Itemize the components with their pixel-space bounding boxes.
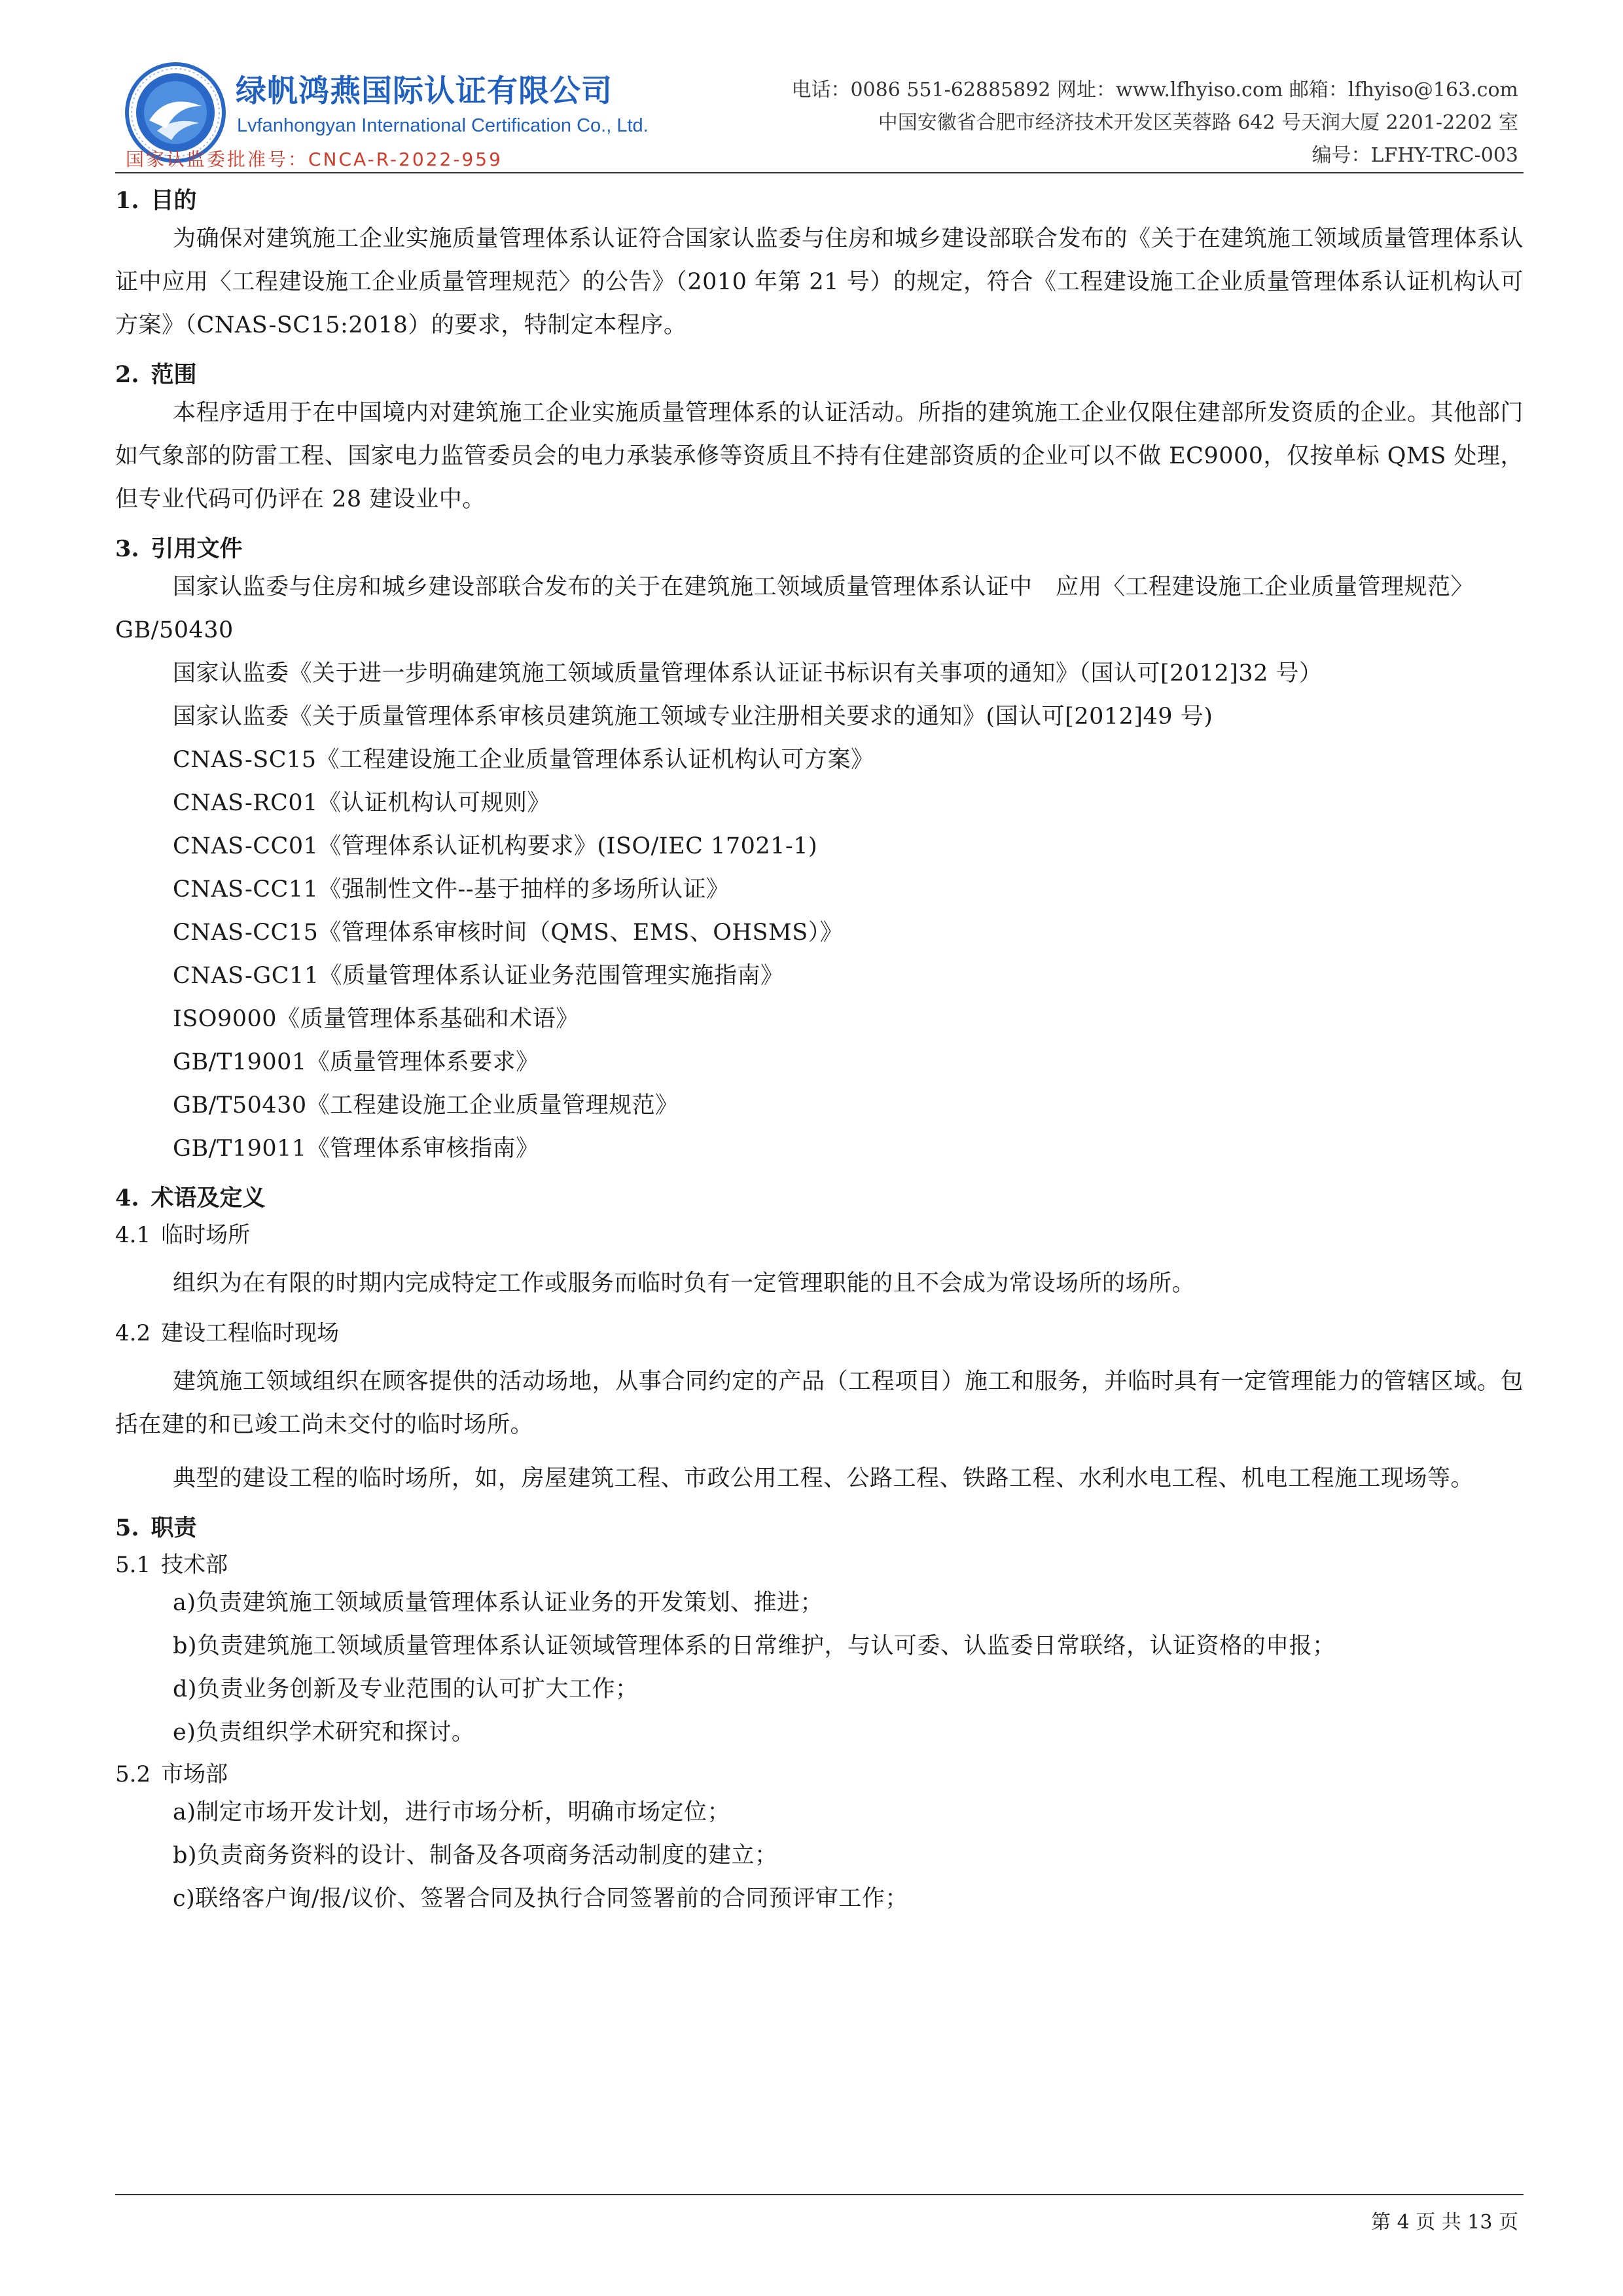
- section-heading: 5. 职责: [115, 1515, 197, 1541]
- section-heading: 3. 引用文件: [115, 535, 243, 562]
- footer-divider: [115, 2194, 1524, 2195]
- duty-item: d)负责业务创新及专业范围的认可扩大工作；: [173, 1676, 639, 1702]
- page-number: 第 4 页 共 13 页: [1371, 2211, 1518, 2234]
- duty-item: b)负责商务资料的设计、制备及各项商务活动制度的建立；: [173, 1842, 778, 1869]
- reference-item: CNAS-CC15《管理体系审核时间（QMS、EMS、OHSMS）》: [173, 920, 844, 946]
- doc-code: 编号：LFHY-TRC-003: [1311, 144, 1518, 167]
- reference-item: GB/T50430《工程建设施工企业质量管理规范》: [173, 1092, 679, 1119]
- reference-item: CNAS-CC11《强制性文件--基于抽样的多场所认证》: [173, 876, 730, 903]
- section-paragraph: 组织为在有限的时期内完成特定工作或服务而临时负有一定管理职能的且不会成为常设场所的场所。: [173, 1270, 1196, 1297]
- reference-item: 国家认监委与住房和城乡建设部联合发布的关于在建筑施工领域质量管理体系认证中 应用〈工程建设施工企业质量管理规范〉GB/50430: [115, 574, 1474, 643]
- reference-item: CNAS-SC15《工程建设施工企业质量管理体系认证机构认可方案》: [173, 747, 874, 773]
- contact-line: 电话：0086 551-62885892 网址：www.lfhyiso.com 邮箱：lfhyiso@163.com: [791, 79, 1518, 101]
- subsection-heading: 4.1 临时场所: [115, 1222, 251, 1248]
- section-heading: 2. 范围: [115, 361, 197, 388]
- subsection-heading: 4.2 建设工程临时现场: [115, 1320, 340, 1346]
- duty-item: b)负责建筑施工领域质量管理体系认证领域管理体系的日常维护，与认可委、认监委日常联络，认证资格的申报；: [173, 1633, 1336, 1659]
- header-divider: [115, 172, 1524, 173]
- section-paragraph: 为确保对建筑施工企业实施质量管理体系认证符合国家认监委与住房和城乡建设部联合发布的《关于在建筑施工领域质量管理体系认证中应用〈工程建设施工企业质量管理规范〉的公告》（2010 年第 21 号）的规定，符合《工程建设施工企业质量管理体系认证机构认可方案》（CNAS-SC15:2018）的要求，特制定本程序。: [115, 226, 1524, 338]
- reference-item: 国家认监委《关于进一步明确建筑施工领域质量管理体系认证证书标识有关事项的通知》（国认可[2012]32 号）: [173, 660, 1323, 687]
- reference-item: CNAS-CC01《管理体系认证机构要求》(ISO/IEC 17021-1): [173, 833, 818, 859]
- subsection-heading: 5.2 市场部: [115, 1761, 228, 1787]
- reference-item: CNAS-GC11《质量管理体系认证业务范围管理实施指南》: [173, 963, 784, 989]
- document-body: [115, 183, 1524, 1920]
- section-heading: 4. 术语及定义: [115, 1185, 266, 1211]
- duty-item: e)负责组织学术研究和探讨。: [173, 1719, 475, 1746]
- reference-item: CNAS-RC01《认证机构认可规则》: [173, 790, 550, 816]
- section-paragraph: 建筑施工领域组织在顾客提供的活动场地，从事合同约定的产品（工程项目）施工和服务，并临时具有一定管理能力的管辖区域。包括在建的和已竣工尚未交付的临时场所。: [115, 1369, 1524, 1438]
- reference-item: 国家认监委《关于质量管理体系审核员建筑施工领域专业注册相关要求的通知》(国认可[2012]49 号): [173, 704, 1213, 730]
- section-heading: 1. 目的: [115, 187, 197, 214]
- subsection-heading: 5.1 技术部: [115, 1552, 228, 1578]
- company-name-en: Lvfanhongyan International Certification Co., Ltd.: [237, 115, 649, 136]
- reference-item: GB/T19001《质量管理体系要求》: [173, 1049, 539, 1075]
- company-name-cn: 绿帆鸿燕国际认证有限公司: [236, 73, 613, 109]
- duty-item: a)制定市场开发计划，进行市场分析，明确市场定位；: [173, 1799, 731, 1825]
- duty-item: a)负责建筑施工领域质量管理体系认证业务的开发策划、推进；: [173, 1590, 824, 1616]
- address-line: 中国安徽省合肥市经济技术开发区芙蓉路 642 号天润大厦 2201-2202 室: [878, 111, 1518, 134]
- section-paragraph: 本程序适用于在中国境内对建筑施工企业实施质量管理体系的认证活动。所指的建筑施工企业仅限住建部所发资质的企业。其他部门如气象部的防雷工程、国家电力监管委员会的电力承装承修等资质且不持有住建部资质的企业可以不做 EC9000，仅按单标 QMS 处理，但专业代码可仍评在 28 建设业中。: [115, 400, 1524, 512]
- reference-item: GB/T19011《管理体系审核指南》: [173, 1136, 539, 1162]
- reference-item: ISO9000《质量管理体系基础和术语》: [173, 1006, 579, 1032]
- approval-number: 国家认监委批准号：CNCA-R-2022-959: [126, 149, 503, 170]
- section-paragraph: 典型的建设工程的临时场所，如，房屋建筑工程、市政公用工程、公路工程、铁路工程、水利水电工程、机电工程施工现场等。: [173, 1465, 1474, 1492]
- duty-item: c)联络客户询/报/议价、签署合同及执行合同签署前的合同预评审工作；: [173, 1886, 908, 1912]
